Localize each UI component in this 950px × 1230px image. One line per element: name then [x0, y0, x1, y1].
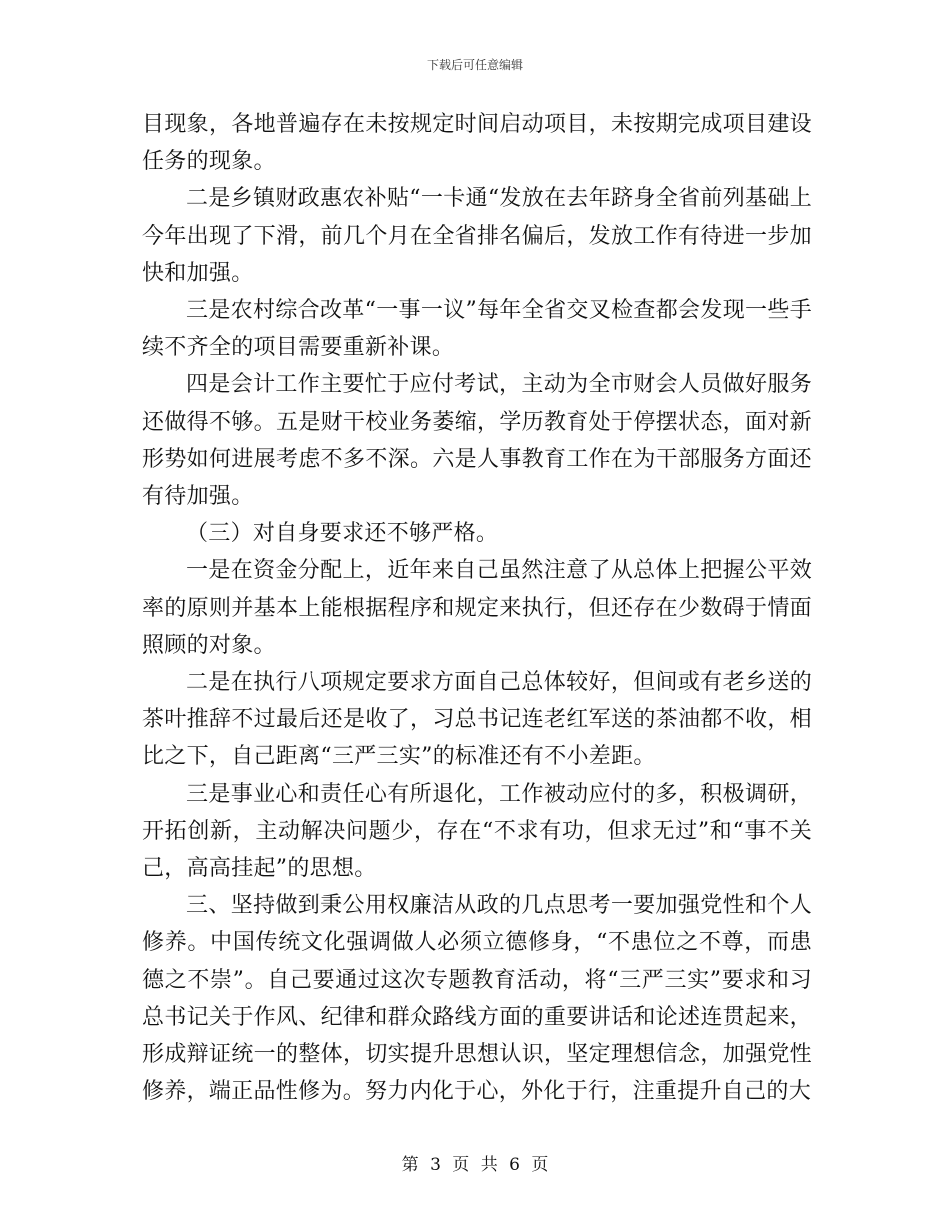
section-heading: （三）对自身要求还不够严格。 [186, 521, 499, 547]
paragraph-2: 二是乡镇财政惠农补贴“一卡通“发放在去年跻身全省前列基础上今年出现了下滑，前几个月在全省排名偏后，发放工作有待进一步加快和加强。 [142, 186, 812, 286]
paragraph-4: 四是会计工作主要忙于应付考试，主动为全市财会人员做好服务还做得不够。五是财干校业务萎缩，学历教育处于停摆状态，面对新形势如何进展考虑不多不深。六是人事教育工作在为干部服务方面还有待加强。 [142, 372, 812, 510]
paragraph-7: 二是在执行八项规定要求方面自己总体较好，但间或有老乡送的茶叶推辞不过最后还是收了，习总书记连老红军送的茶油都不收，相比之下，自己距离“三严三实”的标准还有不小差距。 [142, 670, 812, 770]
document-body [142, 106, 812, 1110]
page-number: 第 3 页 共 6 页 [401, 1155, 549, 1175]
paragraph-8: 三是事业心和责任心有所退化，工作被动应付的多，积极调研，开拓创新，主动解决问题少，存在“不求有功，但求无过”和“事不关己，高高挂起”的思想。 [142, 781, 812, 882]
paragraph-6: 一是在资金分配上，近年来自己虽然注意了从总体上把握公平效率的原则并基本上能根据程序和规定来执行，但还存在少数碍于情面照顾的对象。 [142, 558, 812, 658]
paragraph-1: 目现象，各地普遍存在未按规定时间启动项目，未按期完成项目建设任务的现象。 [142, 112, 812, 175]
paragraph-9: 三、坚持做到秉公用权廉洁从政的几点思考一要加强党性和个人修养。中国传统文化强调做人必须立德修身，“不患位之不尊，而患德之不崇”。自己要通过这次专题教育活动，将“三严三实”要求和习总书记关于作风、纪律和群众路线方面的重要讲话和论述连贯起来，形成辩证统一的整体，切实提升思想认识，坚定理想信念，加强党性修养，端正品性修为。努力内化于心，外化于行，注重提升自己的大 [142, 893, 812, 1105]
page-header: 下载后可任意编辑 [426, 58, 523, 72]
paragraph-3: 三是农村综合改革“一事一议”每年全省交叉检查都会发现一些手续不齐全的项目需要重新补课。 [142, 298, 812, 361]
